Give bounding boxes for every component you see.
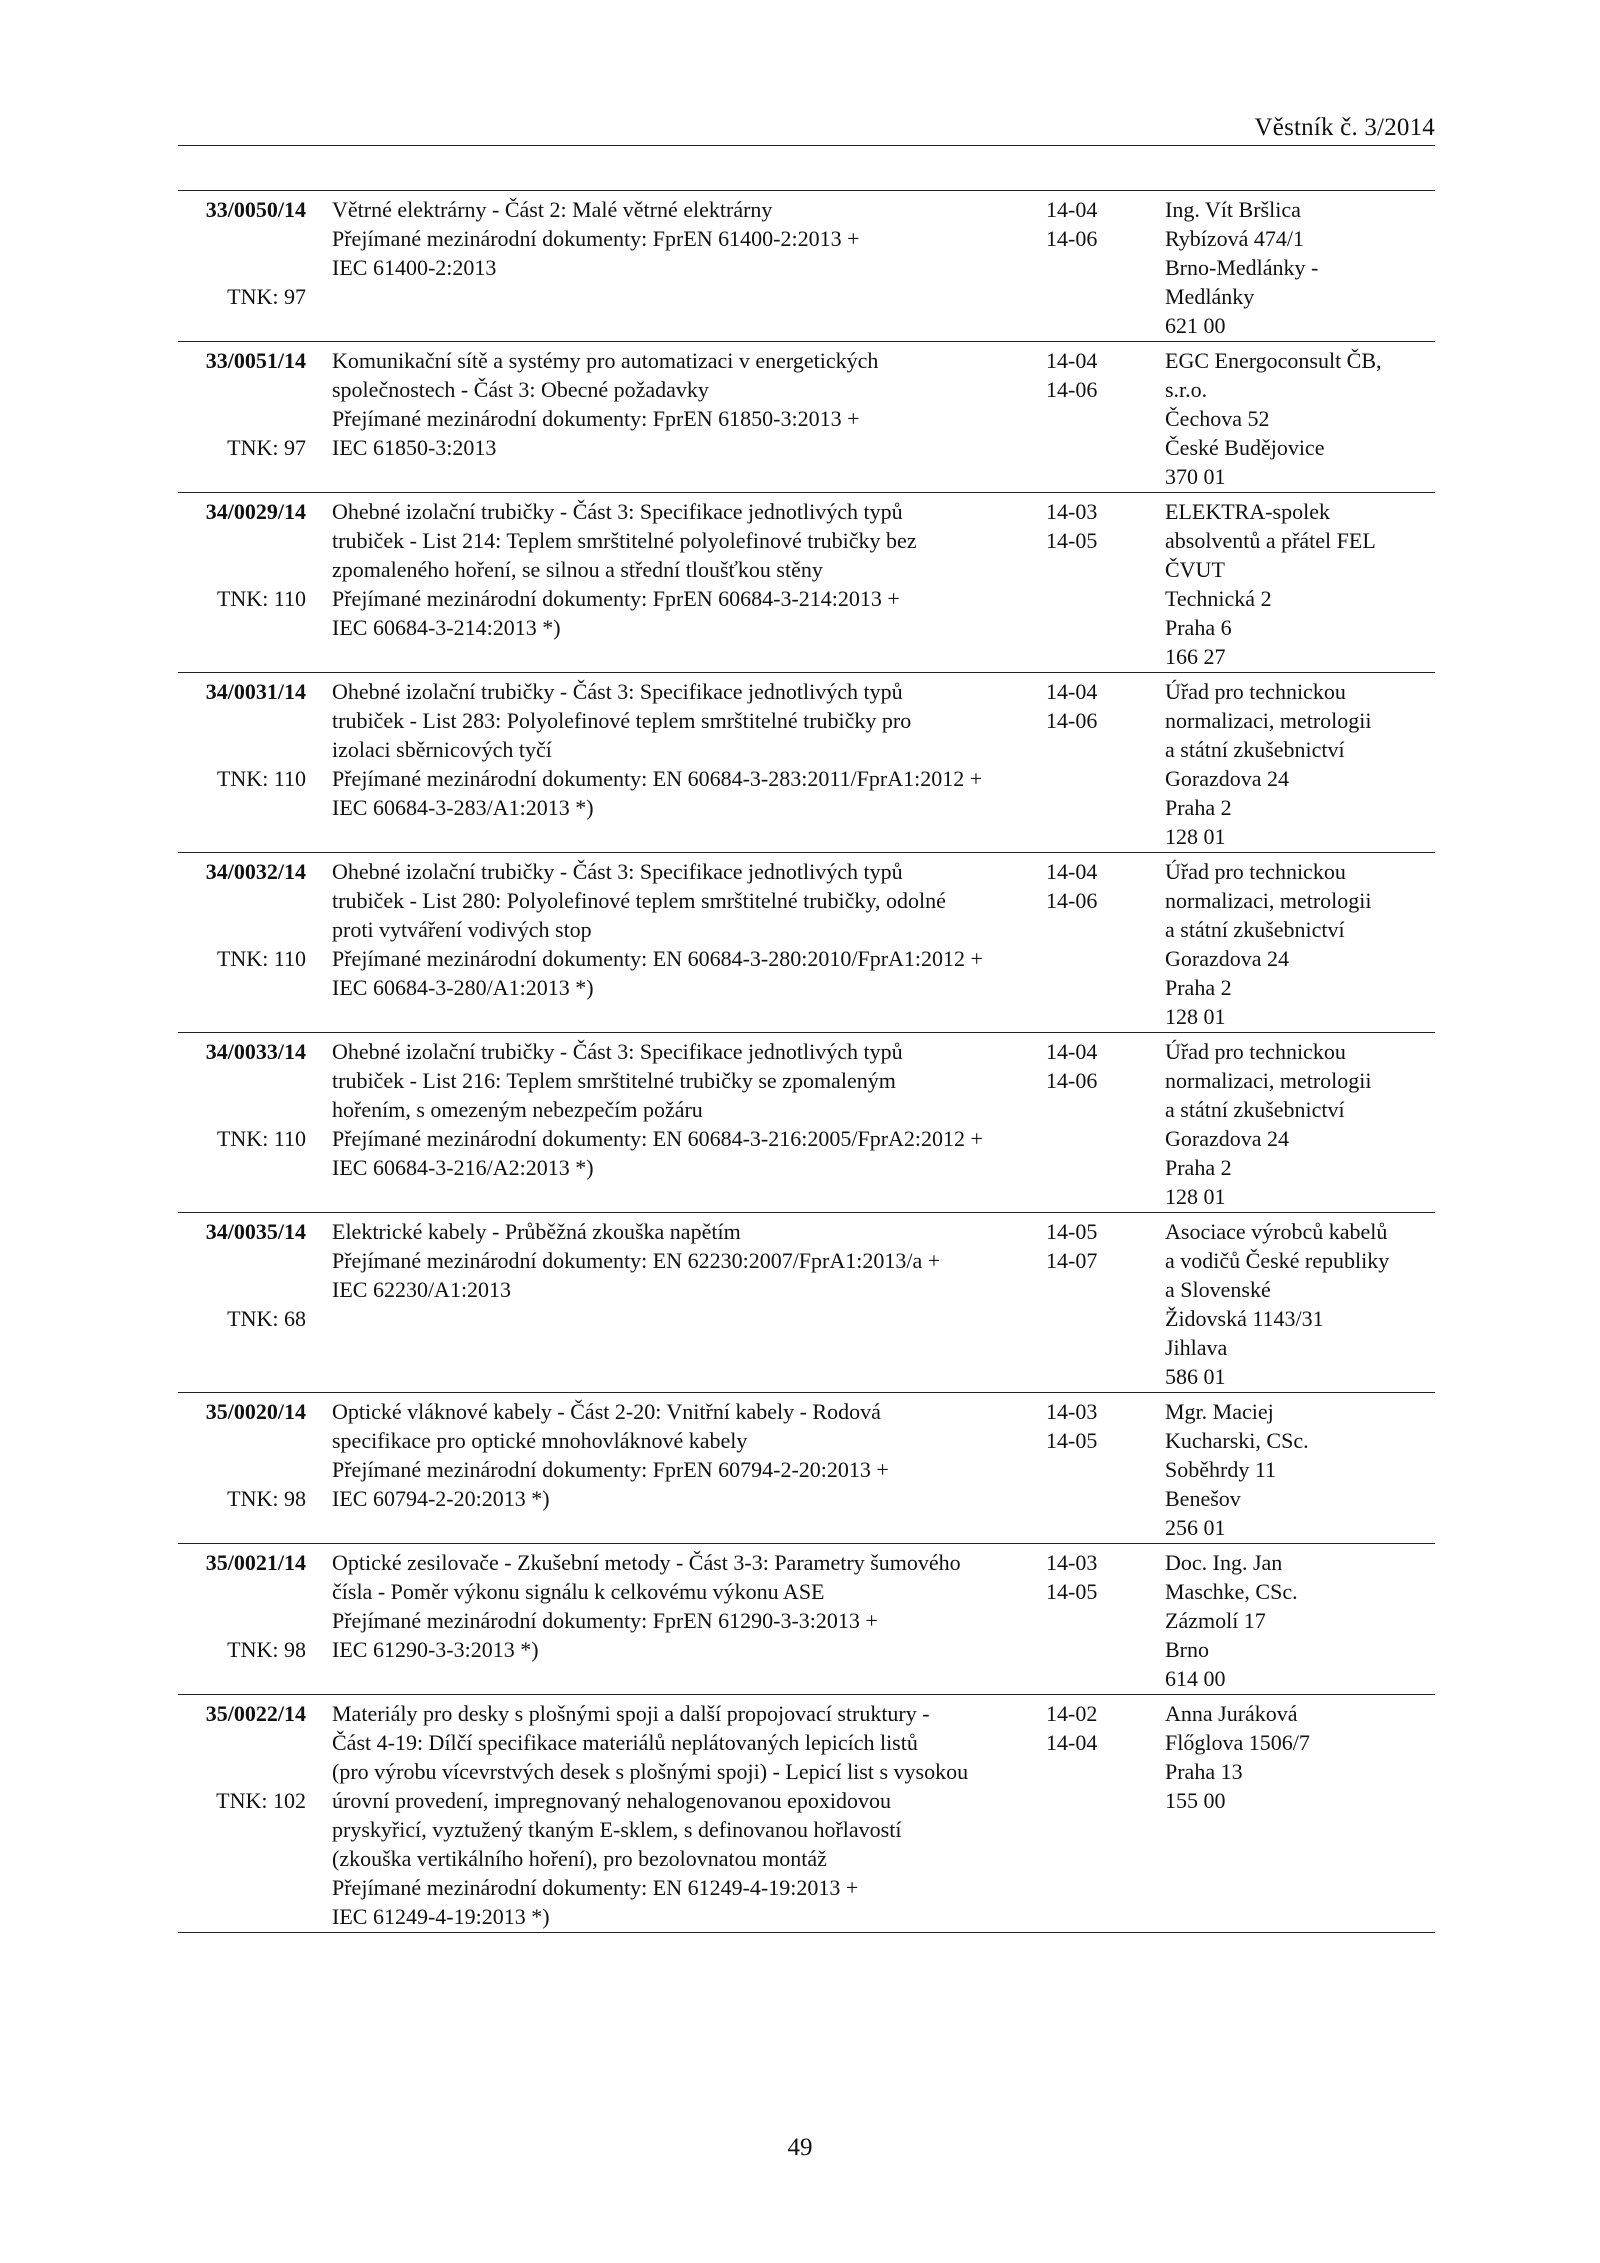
contact-line: Anna Juráková [1165,1701,1298,1726]
description-line: Přejímané mezinárodní dokumenty: FprEN 61850-3:2013 + [332,406,860,431]
entry-number: 35/0022/14 [205,1701,306,1726]
entry-tnk: TNK: 68 [227,1306,306,1331]
entry-contact [1159,195,1435,340]
contact-line: Zázmolí 17 [1165,1608,1266,1633]
contact-line: Soběhrdy 11 [1165,1457,1277,1482]
table-row [178,672,1435,852]
contact-line: Rybízová 474/1 [1165,226,1305,251]
description-line: IEC 60684-3-214:2013 *) [332,615,561,640]
date-value: 14-02 [1046,1701,1098,1726]
entry-contact [1159,677,1435,851]
entry-number: 33/0051/14 [205,348,306,373]
contact-line: Úřad pro technickou [1165,1039,1346,1064]
entry-tnk: TNK: 102 [216,1788,306,1813]
entry-number: 34/0032/14 [205,859,306,884]
contact-line: a státní zkušebnictví [1165,917,1345,942]
contact-line: normalizaci, metrologii [1165,708,1372,733]
page-number: 49 [787,2134,813,2161]
entry-number: 35/0020/14 [205,1399,306,1424]
description-line: pryskyřicí, vyztužený tkaným E-sklem, s definovanou hořlavostí [332,1817,902,1842]
description-line: IEC 61400-2:2013 [332,255,497,280]
description-line: IEC 60794-2-20:2013 *) [332,1486,550,1511]
contact-line: Praha 13 [1165,1759,1243,1784]
entry-number: 34/0029/14 [205,499,306,524]
entry-dates [1036,1217,1159,1391]
table-row [178,1392,1435,1543]
table-row [178,341,1435,492]
entry-description [306,1699,1036,1931]
contact-line: Židovská 1143/31 [1165,1306,1324,1331]
contact-line: Praha 2 [1165,795,1232,820]
table-row [178,852,1435,1032]
description-line: zpomaleného hoření, se silnou a střední tloušťkou stěny [332,557,823,582]
entry-description [306,195,1036,340]
contact-line: normalizaci, metrologii [1165,888,1372,913]
contact-line: absolventů a přátel FEL [1165,528,1376,553]
entry-contact [1159,1037,1435,1211]
description-line: Komunikační sítě a systémy pro automatizaci v energetických [332,348,879,373]
description-line: Přejímané mezinárodní dokumenty: FprEN 60684-3-214:2013 + [332,586,900,611]
contact-line: České Budějovice [1165,435,1325,460]
entry-contact [1159,497,1435,671]
contact-line: ELEKTRA-spolek [1165,499,1330,524]
contact-line: 621 00 [1165,313,1226,338]
contact-line: Praha 2 [1165,975,1232,1000]
entry-description [306,857,1036,1031]
entry-dates [1036,1548,1159,1693]
description-line: IEC 61249-4-19:2013 *) [332,1904,550,1929]
date-value: 14-04 [1046,1730,1098,1755]
contact-line: Maschke, CSc. [1165,1579,1298,1604]
contact-line: Brno [1165,1637,1209,1662]
contact-line: Gorazdova 24 [1165,766,1290,791]
journal-title: Věstník č. 3/2014 [1254,114,1435,141]
entry-description [306,1037,1036,1211]
entry-tnk: TNK: 110 [216,586,306,611]
contact-line: 586 01 [1165,1364,1226,1389]
contact-line: Praha 2 [1165,1155,1232,1180]
contact-line: Gorazdova 24 [1165,1126,1290,1151]
description-line: Ohebné izolační trubičky - Část 3: Specifikace jednotlivých typů [332,1039,903,1064]
date-value: 14-04 [1046,1039,1098,1064]
contact-line: 370 01 [1165,464,1226,489]
contact-line: Brno-Medlánky - [1165,255,1319,280]
entry-number: 35/0021/14 [205,1550,306,1575]
page-header [178,112,1435,146]
description-line: Přejímané mezinárodní dokumenty: EN 61249-4-19:2013 + [332,1875,859,1900]
date-value: 14-06 [1046,377,1098,402]
entry-description [306,346,1036,491]
date-value: 14-05 [1046,528,1098,553]
table-row [178,191,1435,341]
entry-id-cell [178,497,306,671]
entry-id-cell [178,857,306,1031]
description-line: Ohebné izolační trubičky - Část 3: Specifikace jednotlivých typů [332,499,903,524]
entry-number: 34/0031/14 [205,679,306,704]
description-line: (pro výrobu vícevrstvých desek s plošnými spoji) - Lepicí list s vysokou [332,1759,969,1784]
contact-line: Gorazdova 24 [1165,946,1290,971]
description-line: IEC 60684-3-280/A1:2013 *) [332,975,594,1000]
date-value: 14-04 [1046,679,1098,704]
contact-line: Benešov [1165,1486,1241,1511]
description-line: Optické zesilovače - Zkušební metody - Část 3-3: Parametry šumového [332,1550,961,1575]
contact-line: 128 01 [1165,1184,1226,1209]
contact-line: Doc. Ing. Jan [1165,1550,1283,1575]
date-value: 14-05 [1046,1219,1098,1244]
date-value: 14-03 [1046,1399,1098,1424]
date-value: 14-05 [1046,1579,1098,1604]
date-value: 14-06 [1046,226,1098,251]
contact-line: Asociace výrobců kabelů [1165,1219,1388,1244]
table-row [178,1543,1435,1694]
contact-line: a státní zkušebnictví [1165,1097,1345,1122]
entry-tnk: TNK: 110 [216,766,306,791]
contact-line: normalizaci, metrologii [1165,1068,1372,1093]
entry-description [306,497,1036,671]
date-value: 14-04 [1046,197,1098,222]
contact-line: a Slovenské [1165,1277,1271,1302]
entry-id-cell [178,1397,306,1542]
contact-line: 128 01 [1165,824,1226,849]
contact-line: Technická 2 [1165,586,1272,611]
entry-dates [1036,346,1159,491]
description-line: (zkouška vertikálního hoření), pro bezolovnatou montáž [332,1846,827,1871]
entry-tnk: TNK: 110 [216,946,306,971]
contact-line: 614 00 [1165,1666,1226,1691]
description-line: Přejímané mezinárodní dokumenty: FprEN 61290-3-3:2013 + [332,1608,878,1633]
entry-id-cell [178,1699,306,1931]
contact-line: Mgr. Maciej [1165,1399,1274,1424]
entry-contact [1159,1217,1435,1391]
contact-line: Kucharski, CSc. [1165,1428,1309,1453]
entry-id-cell [178,346,306,491]
description-line: trubiček - List 216: Teplem smrštitelné trubičky se zpomaleným [332,1068,896,1093]
description-line: IEC 61290-3-3:2013 *) [332,1637,539,1662]
description-line: Přejímané mezinárodní dokumenty: EN 60684-3-283:2011/FprA1:2012 + [332,766,983,791]
date-value: 14-06 [1046,1068,1098,1093]
description-line: IEC 60684-3-283/A1:2013 *) [332,795,594,820]
contact-line: Čechova 52 [1165,406,1270,431]
entry-contact [1159,1699,1435,1931]
contact-line: a státní zkušebnictví [1165,737,1345,762]
entry-dates [1036,497,1159,671]
description-line: IEC 60684-3-216/A2:2013 *) [332,1155,594,1180]
description-line: hořením, s omezeným nebezpečím požáru [332,1097,703,1122]
entry-contact [1159,857,1435,1031]
entry-description [306,1397,1036,1542]
contact-line: Úřad pro technickou [1165,859,1346,884]
entry-id-cell [178,1037,306,1211]
contact-line: 166 27 [1165,644,1226,669]
contact-line: 155 00 [1165,1788,1226,1813]
date-value: 14-04 [1046,348,1098,373]
description-line: Část 4-19: Dílčí specifikace materiálů neplátovaných lepicích listů [332,1730,918,1755]
description-line: Optické vláknové kabely - Část 2-20: Vnitřní kabely - Rodová [332,1399,881,1424]
description-line: trubiček - List 280: Polyolefinové teplem smrštitelné trubičky, odolné [332,888,946,913]
entry-tnk: TNK: 97 [227,284,306,309]
contact-line: EGC Energoconsult ČB, [1165,348,1382,373]
description-line: Ohebné izolační trubičky - Část 3: Specifikace jednotlivých typů [332,679,903,704]
description-line: trubiček - List 283: Polyolefinové teplem smrštitelné trubičky pro [332,708,912,733]
table-row [178,1694,1435,1932]
table-row [178,492,1435,672]
entry-dates [1036,195,1159,340]
date-value: 14-03 [1046,499,1098,524]
contact-line: Ing. Vít Bršlica [1165,197,1301,222]
date-value: 14-06 [1046,888,1098,913]
description-line: trubiček - List 214: Teplem smrštitelné polyolefinové trubičky bez [332,528,917,553]
entry-id-cell [178,677,306,851]
description-line: Přejímané mezinárodní dokumenty: EN 60684-3-280:2010/FprA1:2012 + [332,946,983,971]
entry-description [306,1548,1036,1693]
entry-number: 34/0033/14 [205,1039,306,1064]
date-value: 14-05 [1046,1428,1098,1453]
entry-number: 33/0050/14 [205,197,306,222]
entry-id-cell [178,1548,306,1693]
description-line: úrovní provedení, impregnovaný nehalogenovanou epoxidovou [332,1788,892,1813]
entry-tnk: TNK: 110 [216,1126,306,1151]
description-line: izolaci sběrnicových tyčí [332,737,552,762]
date-value: 14-06 [1046,708,1098,733]
entry-number: 34/0035/14 [205,1219,306,1244]
table-row [178,1032,1435,1212]
description-line: Přejímané mezinárodní dokumenty: FprEN 60794-2-20:2013 + [332,1457,889,1482]
contact-line: 128 01 [1165,1004,1226,1029]
contact-line: Jihlava [1165,1335,1228,1360]
description-line: Elektrické kabely - Průběžná zkouška napětím [332,1219,741,1244]
date-value: 14-03 [1046,1550,1098,1575]
contact-line: 256 01 [1165,1515,1226,1540]
description-line: specifikace pro optické mnohovláknové kabely [332,1428,748,1453]
date-value: 14-07 [1046,1248,1098,1273]
table-row [178,1212,1435,1392]
entry-contact [1159,1548,1435,1693]
entry-tnk: TNK: 97 [227,435,306,460]
contact-line: ČVUT [1165,557,1225,582]
entry-description [306,1217,1036,1391]
contact-line: Praha 6 [1165,615,1232,640]
entry-id-cell [178,195,306,340]
description-line: IEC 62230/A1:2013 [332,1277,512,1302]
description-line: společnostech - Část 3: Obecné požadavky [332,377,709,402]
entry-dates [1036,857,1159,1031]
entry-contact [1159,346,1435,491]
entry-dates [1036,1037,1159,1211]
entry-tnk: TNK: 98 [227,1637,306,1662]
entry-dates [1036,1699,1159,1931]
description-line: Větrné elektrárny - Část 2: Malé větrné elektrárny [332,197,773,222]
entry-description [306,677,1036,851]
description-line: Ohebné izolační trubičky - Část 3: Specifikace jednotlivých typů [332,859,903,884]
contact-line: Úřad pro technickou [1165,679,1346,704]
contact-line: a vodičů České republiky [1165,1248,1390,1273]
description-line: proti vytváření vodivých stop [332,917,592,942]
entry-id-cell [178,1217,306,1391]
contact-line: s.r.o. [1165,377,1208,402]
contact-line: Medlánky [1165,284,1255,309]
standards-table [178,190,1435,1933]
entry-dates [1036,1397,1159,1542]
entry-dates [1036,677,1159,851]
description-line: Přejímané mezinárodní dokumenty: FprEN 61400-2:2013 + [332,226,860,251]
entry-tnk: TNK: 98 [227,1486,306,1511]
description-line: IEC 61850-3:2013 [332,435,497,460]
description-line: Přejímané mezinárodní dokumenty: EN 62230:2007/FprA1:2013/a + [332,1248,941,1273]
date-value: 14-04 [1046,859,1098,884]
entry-contact [1159,1397,1435,1542]
contact-line: Flőglova 1506/7 [1165,1730,1310,1755]
description-line: čísla - Poměr výkonu signálu k celkovému výkonu ASE [332,1579,825,1604]
description-line: Přejímané mezinárodní dokumenty: EN 60684-3-216:2005/FprA2:2012 + [332,1126,983,1151]
description-line: Materiály pro desky s plošnými spoji a další propojovací struktury - [332,1701,930,1726]
